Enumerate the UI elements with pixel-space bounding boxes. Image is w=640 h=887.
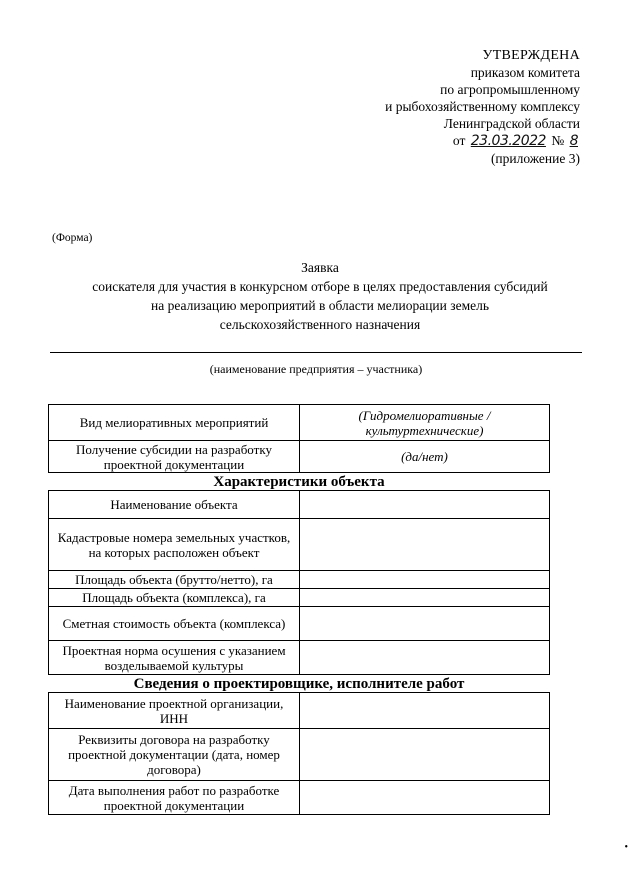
row-label: Дата выполнения работ по разработке проектной документации	[49, 781, 300, 815]
from-prefix: от	[452, 133, 466, 148]
application-table	[48, 404, 550, 815]
row-label: Наименование объекта	[49, 491, 300, 519]
heading-line-2: на реализацию мероприятий в области мелиорации земель	[150, 298, 489, 313]
table-row	[49, 519, 550, 571]
row-label: Наименование проектной организации, ИНН	[49, 693, 300, 729]
row-label: Проектная норма осушения с указанием возделываемой культуры	[49, 641, 300, 675]
row-value[interactable]	[300, 607, 550, 641]
table-row	[49, 641, 550, 675]
row-label: Площадь объекта (комплекса), га	[49, 589, 300, 607]
approval-annex: (приложение 3)	[490, 151, 580, 166]
enterprise-name-caption: (наименование предприятия – участника)	[209, 362, 423, 376]
approval-line-1: приказом комитета	[470, 65, 580, 80]
form-label: (Форма)	[52, 232, 93, 244]
row-value[interactable]	[300, 729, 550, 781]
table-row	[49, 405, 550, 441]
row-value[interactable]: (да/нет)	[300, 441, 550, 473]
row-label: Кадастровые номера земельных участков, на которых расположен объект	[49, 519, 300, 571]
row-value[interactable]	[300, 589, 550, 607]
number-sign: №	[551, 133, 565, 148]
row-value[interactable]	[300, 519, 550, 571]
table-row	[49, 781, 550, 815]
table-row	[49, 589, 550, 607]
row-value[interactable]	[300, 693, 550, 729]
row-value[interactable]: (Гидромелиоративные / культуртехнические)	[300, 405, 550, 441]
row-label: Получение субсидии на разработку проектной документации	[49, 441, 300, 473]
table-row	[49, 441, 550, 473]
row-value[interactable]	[300, 491, 550, 519]
row-label: Реквизиты договора на разработку проектной документации (дата, номер договора)	[49, 729, 300, 781]
row-value[interactable]	[300, 641, 550, 675]
row-label: Сметная стоимость объекта (комплекса)	[49, 607, 300, 641]
heading-title: Заявка	[301, 260, 339, 275]
approval-line-4: Ленинградской области	[443, 116, 580, 131]
section-header	[49, 675, 550, 693]
row-value[interactable]	[300, 571, 550, 589]
section-header	[49, 473, 550, 491]
row-label: Вид мелиоративных мероприятий	[49, 405, 300, 441]
row-value[interactable]	[300, 781, 550, 815]
row-label: Площадь объекта (брутто/нетто), га	[49, 571, 300, 589]
approval-line-2: по агропромышленному	[440, 82, 580, 97]
section-title: Характеристики объекта	[49, 473, 550, 491]
table-row	[49, 693, 550, 729]
approval-date-line	[260, 132, 580, 150]
scan-speck: •	[624, 842, 628, 853]
table-row	[49, 607, 550, 641]
table-row	[49, 729, 550, 781]
approval-line-3: и рыбохозяйственному комплексу	[385, 99, 580, 114]
approval-stamp	[260, 47, 580, 167]
handwritten-number: 8	[569, 133, 578, 149]
enterprise-name-line[interactable]	[50, 352, 582, 353]
approval-title: УТВЕРЖДЕНА	[482, 48, 580, 63]
heading-line-3: сельскохозяйственного назначения	[219, 317, 421, 332]
table-row	[49, 571, 550, 589]
table-row	[49, 491, 550, 519]
section-title: Сведения о проектировщике, исполнителе работ	[49, 675, 550, 693]
application-heading	[40, 258, 600, 334]
heading-line-1: соискателя для участия в конкурсном отборе в целях предоставления субсидий	[92, 279, 548, 294]
handwritten-date: 23.03.2022	[470, 133, 546, 149]
